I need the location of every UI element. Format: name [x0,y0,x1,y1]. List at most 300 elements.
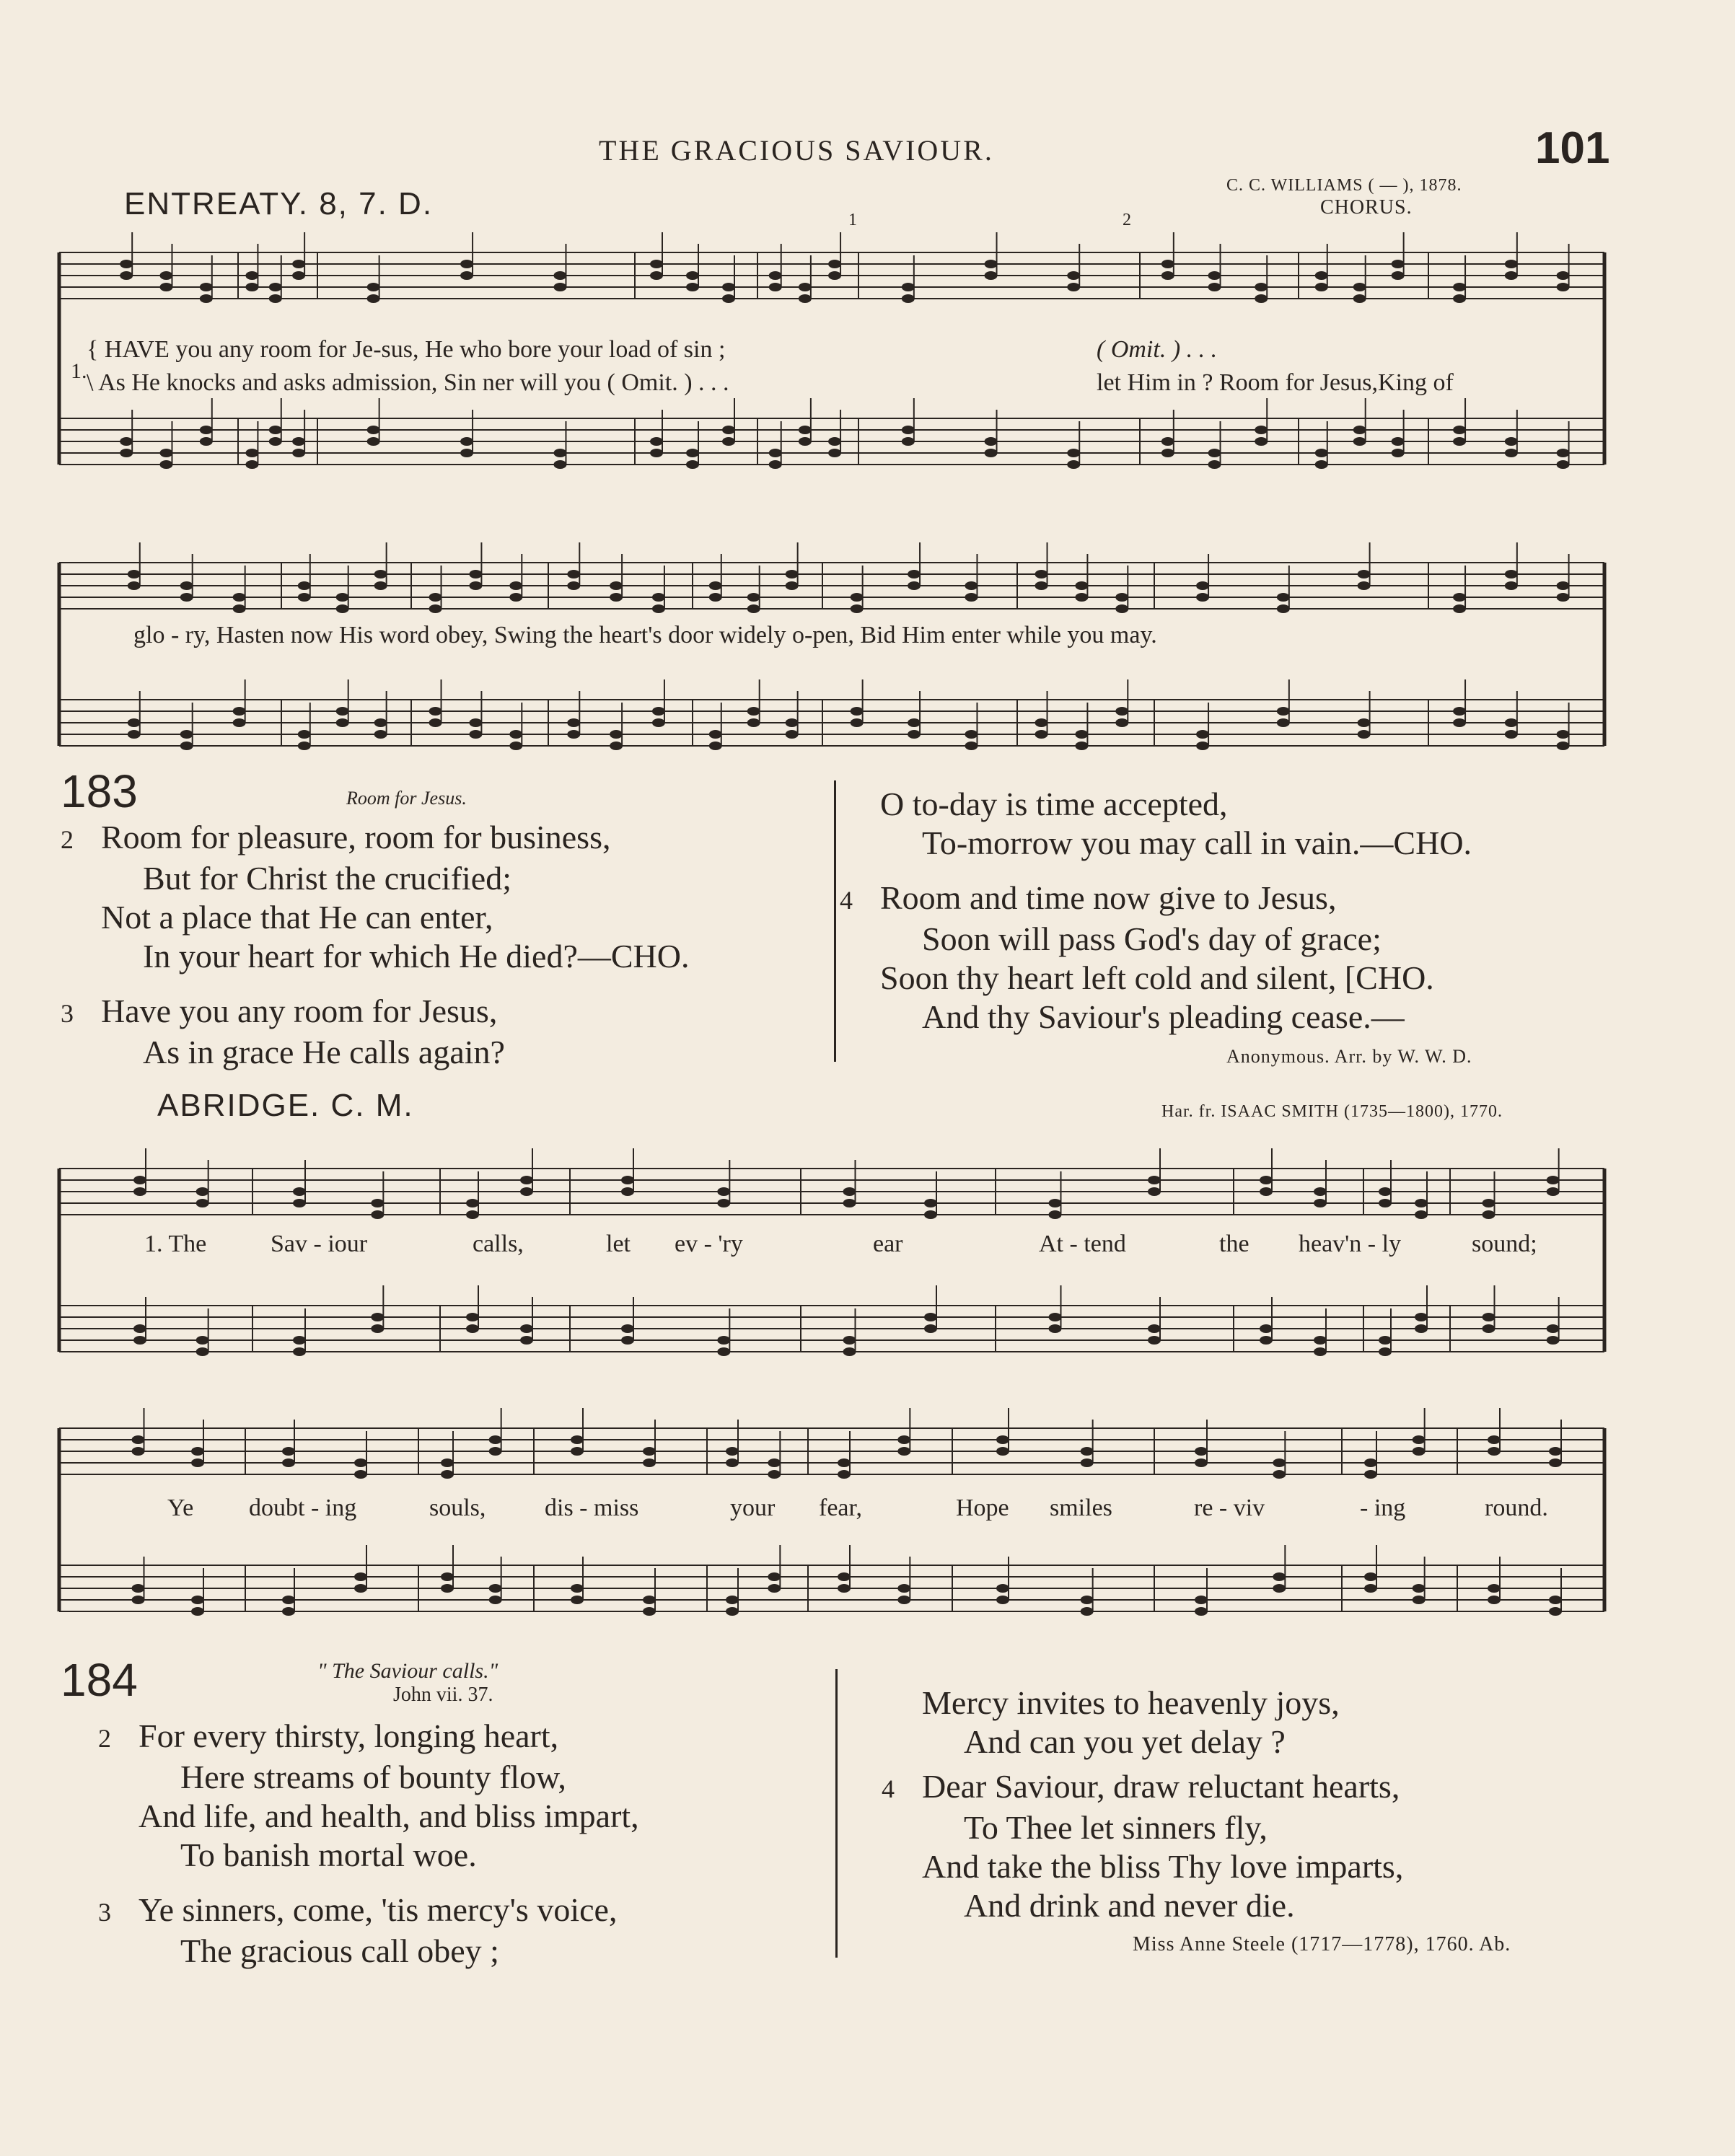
note-head [1075,742,1088,750]
composer-credit-abridge: Har. fr. ISAAC SMITH (1735—1800), 1770. [1161,1102,1503,1121]
note-head [1161,260,1174,268]
note-head [908,718,921,727]
note-head [298,742,311,750]
note-head [520,1176,533,1184]
note-head [1353,437,1366,446]
note-head [1081,1607,1094,1616]
note-head [120,260,133,268]
lyric-syllable: - ing [1360,1495,1406,1521]
note-head [799,426,812,434]
note-head [1453,437,1466,446]
note-head [621,1187,634,1196]
note-head [371,1313,384,1321]
note-head [293,1347,306,1356]
note-head [709,593,722,602]
note-head [1195,1458,1208,1467]
note-head [245,460,258,469]
note-head [843,1199,856,1207]
hymn-184-left-column [98,1717,639,1971]
note-head [1353,294,1366,303]
note-head [686,460,699,469]
note-head [838,1572,851,1581]
note-head [726,1596,739,1604]
note-head [717,1199,730,1207]
lyric-syllable: round. [1485,1495,1548,1521]
note-head [1255,426,1268,434]
note-head [985,449,998,457]
note-head [1364,1584,1377,1593]
note-head [509,581,522,590]
note-head [1557,283,1570,291]
note-head [1195,1607,1208,1616]
note-head [828,271,841,280]
note-head [851,718,864,727]
note-head [269,437,282,446]
note-head [489,1584,502,1593]
note-head [1208,271,1221,280]
abridge-lyric-line-1 [0,1231,1735,1262]
note-head [466,1313,479,1321]
note-head [908,730,921,739]
note-head [769,283,782,291]
note-head [1483,1199,1495,1207]
note-head [269,426,282,434]
note-head [717,1347,730,1356]
column-divider [834,780,836,1062]
note-head [371,1199,384,1207]
note-head [902,283,915,291]
note-head [1115,718,1128,727]
note-head [799,294,812,303]
running-title: THE GRACIOUS SAVIOUR. [599,134,994,167]
note-head [159,449,172,457]
note-head [520,1187,533,1196]
note-head [722,426,735,434]
note-head [489,1435,502,1444]
hymn-subtitle-184: " The Saviour calls." [317,1659,498,1683]
note-head [191,1458,204,1467]
verse-line: And can you yet delay ? [964,1723,1286,1760]
note-head [610,581,623,590]
note-head [460,271,473,280]
lyric-syllable: sound; [1472,1231,1537,1257]
note-head [1415,1324,1428,1333]
note-head [1505,570,1518,578]
note-head [1115,593,1128,602]
note-head [1075,593,1088,602]
note-head [336,604,349,613]
note-head [1314,1199,1327,1207]
verse-line: Here streams of bounty flow, [180,1759,566,1795]
verse-line: 2 For every thirsty, longing heart, [98,1717,559,1754]
note-head [1035,730,1048,739]
note-head [1379,1187,1392,1196]
hymn-subtitle-183: Room for Jesus. [346,788,467,809]
note-head [769,271,782,280]
note-head [652,604,665,613]
note-head [1260,1176,1273,1184]
note-head [1195,1447,1208,1456]
lyric-line-2: \ As He knocks and asks admission, Sin ner will you ( Omit. ) . . . [87,369,729,396]
note-head [1255,437,1268,446]
note-head [469,581,482,590]
note-head [924,1210,937,1219]
note-head [1148,1187,1161,1196]
note-head [132,1596,145,1604]
note-head [282,1596,295,1604]
verse-line: To banish mortal woe. [180,1836,477,1873]
note-head [965,581,978,590]
note-head [717,1336,730,1345]
note-head [799,283,812,291]
note-head [1260,1324,1273,1333]
note-head [180,581,193,590]
note-head [1081,1447,1094,1456]
note-head [553,449,566,457]
verse-line: Soon will pass God's day of grace; [922,920,1382,957]
note-head [843,1336,856,1345]
note-head [245,271,258,280]
note-head [768,1458,781,1467]
note-head [367,294,380,303]
note-head [686,449,699,457]
abridge-lyric-line-2 [0,1495,1735,1526]
note-head [1067,283,1080,291]
note-head [1358,730,1371,739]
note-head [374,581,387,590]
note-head [1277,718,1290,727]
note-head [722,437,735,446]
note-head [509,742,522,750]
note-head [1260,1336,1273,1345]
page-number: 101 [1535,123,1610,173]
note-head [1315,283,1328,291]
note-head [1549,1596,1562,1604]
note-head [371,1324,384,1333]
note-head [786,730,799,739]
note-head [354,1572,367,1581]
note-head [367,283,380,291]
note-head [200,294,213,303]
note-head [610,593,623,602]
note-head [567,570,580,578]
lyric-line-2-tail: let Him in ? Room for Jesus,King of [1097,369,1454,396]
note-head [1035,570,1048,578]
note-head [1547,1336,1560,1345]
note-head [282,1458,295,1467]
note-head [191,1607,204,1616]
note-head [1148,1176,1161,1184]
note-head [1115,604,1128,613]
note-head [985,271,998,280]
note-head [128,581,141,590]
note-head [1273,1584,1286,1593]
note-head [159,271,172,280]
note-head [466,1210,479,1219]
note-head [191,1596,204,1604]
note-head [133,1336,146,1345]
note-head [652,593,665,602]
note-head [897,1596,910,1604]
note-head [1049,1324,1062,1333]
note-head [1505,718,1518,727]
composer-credit-entreaty: C. C. WILLIAMS ( — ), 1878. [1226,176,1462,195]
note-head [429,718,442,727]
note-head [200,437,213,446]
attribution-184: Miss Anne Steele (1717—1778), 1760. Ab. [1133,1933,1511,1955]
note-head [120,437,133,446]
hymn-183-right-column [840,785,1472,1037]
note-head [1557,581,1570,590]
note-head [1273,1572,1286,1581]
note-head [828,260,841,268]
note-head [726,1447,739,1456]
note-head [965,730,978,739]
note-head [1277,604,1290,613]
note-head [621,1324,634,1333]
note-head [571,1435,584,1444]
note-head [652,718,665,727]
note-head [133,1176,146,1184]
note-head [354,1470,367,1479]
note-head [1273,1458,1286,1467]
note-head [367,437,380,446]
hymn-number-184: 184 [61,1654,138,1706]
note-head [768,1584,781,1593]
note-head [132,1447,145,1456]
note-head [367,426,380,434]
note-head [567,730,580,739]
note-head [1505,260,1518,268]
note-head [1549,1458,1562,1467]
note-head [686,283,699,291]
note-head [336,593,349,602]
note-head [233,707,246,716]
note-head [1547,1187,1560,1196]
note-head [1392,437,1405,446]
note-head [282,1447,295,1456]
attribution-183: Anonymous. Arr. by W. W. D. [1226,1046,1472,1067]
note-head [709,730,722,739]
lyric-syllable: ev - 'ry [675,1231,743,1257]
note-head [460,437,473,446]
verse-line: Not a place that He can enter, [101,899,493,936]
note-head [650,271,663,280]
note-head [441,1572,454,1581]
note-head [128,718,141,727]
note-head [1148,1336,1161,1345]
verse-line: Mercy invites to heavenly joys, [922,1684,1340,1721]
note-head [374,730,387,739]
note-head [509,593,522,602]
note-head [851,593,864,602]
verse-line: And thy Saviour's pleading cease.— [922,998,1405,1035]
lyric-line-3: glo - ry, Hasten now His word obey, Swing the heart's door widely o-pen, Bid Him enter while you may. [133,622,1157,648]
note-head [1075,730,1088,739]
note-head [747,718,760,727]
note-head [924,1199,937,1207]
note-head [1557,460,1570,469]
note-head [1255,283,1268,291]
note-head [336,718,349,727]
note-head [828,437,841,446]
note-head [441,1470,454,1479]
note-head [1364,1572,1377,1581]
note-head [643,1596,656,1604]
note-head [292,271,305,280]
note-head [1413,1584,1426,1593]
note-head [1067,271,1080,280]
note-head [843,1187,856,1196]
note-head [643,1458,656,1467]
note-head [292,449,305,457]
note-head [1413,1596,1426,1604]
tune-title-entreaty: ENTREATY. 8, 7. D. [124,186,434,221]
verse-line: To-morrow you may call in vain.—CHO. [922,824,1472,861]
note-head [726,1607,739,1616]
note-head [1488,1447,1501,1456]
note-head [965,742,978,750]
note-head [132,1584,145,1593]
note-head [553,283,566,291]
note-head [722,294,735,303]
verse-line: Soon thy heart left cold and silent, [CHO. [880,959,1434,996]
note-head [1505,271,1518,280]
note-head [843,1347,856,1356]
note-head [1067,460,1080,469]
note-head [1315,460,1328,469]
note-head [128,730,141,739]
note-head [1358,581,1371,590]
note-head [1483,1324,1495,1333]
verse-line: 2 Room for pleasure, room for business, [61,819,611,855]
lyric-syllable: Sav - iour [271,1231,368,1257]
note-head [1392,271,1405,280]
verse-line: To Thee let sinners fly, [964,1809,1268,1846]
note-head [298,593,311,602]
note-head [1067,449,1080,457]
note-head [902,294,915,303]
lyric-syllable: fear, [819,1495,862,1521]
verse-line: And life, and health, and bliss impart, [139,1798,639,1834]
note-head [1353,426,1366,434]
note-head [769,449,782,457]
note-head [1549,1607,1562,1616]
note-head [838,1458,851,1467]
note-head [650,449,663,457]
note-head [180,742,193,750]
note-head [1081,1596,1094,1604]
note-head [429,604,442,613]
note-head [709,742,722,750]
verse-line: The gracious call obey ; [180,1932,499,1969]
note-head [851,707,864,716]
note-head [1315,271,1328,280]
note-head [1453,707,1466,716]
note-head [851,604,864,613]
note-head [786,718,799,727]
note-head [196,1347,209,1356]
note-head [200,283,213,291]
note-head [1161,437,1174,446]
note-head [429,593,442,602]
note-head [133,1324,146,1333]
note-head [196,1187,209,1196]
lyric-syllable: your [730,1495,776,1521]
note-head [838,1470,851,1479]
note-head [196,1336,209,1345]
verse-line: 3 Ye sinners, come, 'tis mercy's voice, [98,1891,618,1928]
note-head [1505,449,1518,457]
note-head [828,449,841,457]
verse-line: 4 Room and time now give to Jesus, [840,879,1337,916]
note-head [1488,1584,1501,1593]
note-head [460,449,473,457]
note-head [897,1584,910,1593]
note-head [747,604,760,613]
note-head [747,707,760,716]
note-head [1049,1210,1062,1219]
note-head [489,1447,502,1456]
note-head [643,1447,656,1456]
note-head [571,1447,584,1456]
verse-line: In your heart for which He died?—CHO. [143,938,690,974]
lyric-syllable: calls, [473,1231,524,1257]
note-head [466,1199,479,1207]
note-head [269,294,282,303]
note-head [1196,581,1209,590]
note-head [1260,1187,1273,1196]
note-head [1453,283,1466,291]
note-head [1557,449,1570,457]
hymn-number-183: 183 [61,765,138,817]
lyric-syllable: Ye [167,1495,194,1521]
note-head [621,1336,634,1345]
note-head [292,260,305,268]
note-head [469,718,482,727]
note-head [1415,1313,1428,1321]
note-head [567,718,580,727]
note-head [650,437,663,446]
note-head [354,1458,367,1467]
lyric-line-1: { HAVE you any room for Je-sus, He who bore your load of sin ; [87,336,726,363]
note-head [1255,294,1268,303]
tune-title-abridge: ABRIDGE. C. M. [157,1088,414,1123]
note-head [1413,1435,1426,1444]
note-head [1505,730,1518,739]
note-head [1035,718,1048,727]
note-head [643,1607,656,1616]
note-head [1453,604,1466,613]
note-head [1196,730,1209,739]
note-head [1277,593,1290,602]
note-head [469,730,482,739]
column-divider [835,1669,838,1958]
note-head [897,1435,910,1444]
note-head [1453,593,1466,602]
note-head [1415,1199,1428,1207]
lyric-syllable: Hope [956,1495,1009,1521]
verse-line: O to-day is time accepted, [880,786,1228,822]
note-head [1161,271,1174,280]
verse-line: But for Christ the crucified; [143,860,511,897]
note-head [128,570,141,578]
note-head [441,1458,454,1467]
note-head [1075,581,1088,590]
note-head [799,437,812,446]
hymn-183-left-column [61,818,690,1072]
note-head [520,1336,533,1345]
